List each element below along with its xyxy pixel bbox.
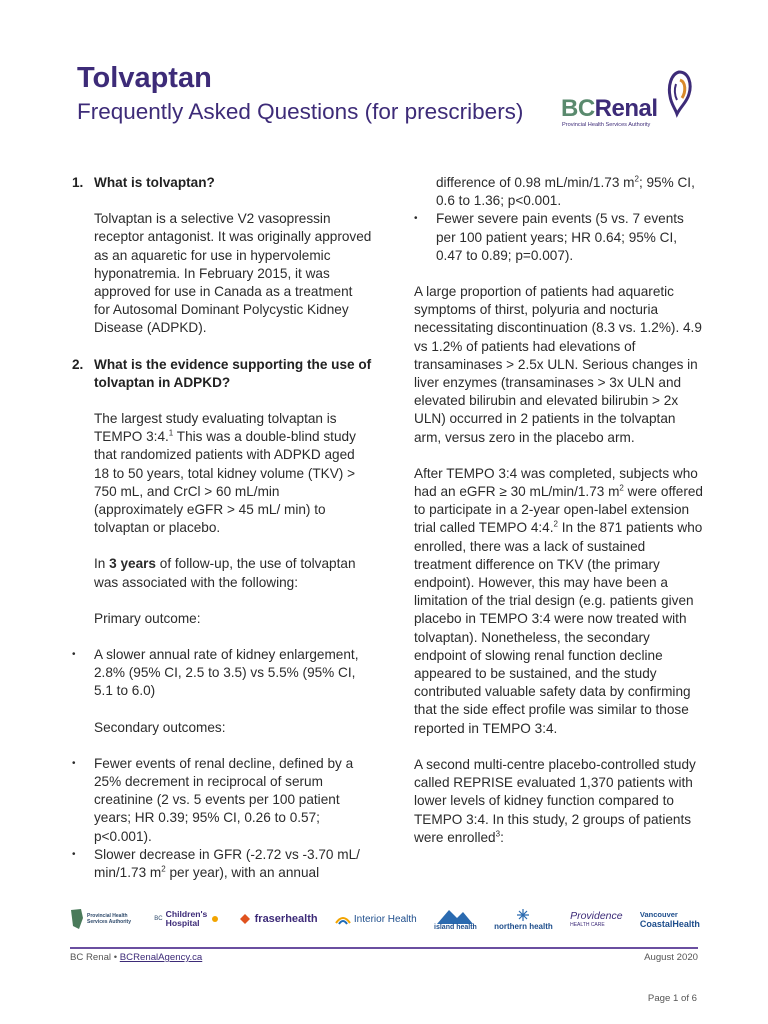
left-column: [72, 174, 372, 882]
safety-paragraph: A large proportion of patients had aquaretic symptoms of thirst, polyuria and nocturia necessitating discontinuation (8.3 vs. 1.2%). 4.9 vs 1.2% of patients had elevations of transaminases > 2.5x ULN. Serious changes in liver enzymes (transaminases > 3x ULN and elevated bilirubin and elevated bilirubin > 2x ULN) occurred in 2 patients in the tolvaptan arm, versus zero in the placebo arm.: [414, 284, 702, 445]
interior-health-logo: Interior Health: [335, 913, 417, 925]
bc-map-icon: [70, 908, 84, 930]
answer-2-paragraph-2: In 3 years of follow-up, the use of tolvaptan was associated with the following:: [94, 556, 356, 590]
phsa-logo: Provincial Health Services Authority: [70, 908, 137, 930]
primary-outcome-label: Primary outcome:: [94, 610, 201, 626]
interior-mark-icon: [335, 913, 351, 925]
footer-org: BC Renal: [70, 952, 112, 963]
providence-health-logo: Providence HEALTH CARE: [570, 910, 623, 928]
secondary-outcomes-list: [72, 755, 372, 882]
document-title: Tolvaptan: [77, 62, 212, 94]
list-item: difference of 0.98 mL/min/1.73 $m^2$; 95% CI, 0.6 to 1.36; p<0.001.: [436, 174, 695, 209]
list-item: • Slower decrease in GFR (-2.72 vs -3.70 mL/ min/1.73 $m^2$ per year), with an annual: [72, 846, 360, 881]
bc-renal-logo: [561, 68, 693, 132]
list-item: • Fewer severe pain events (5 vs. 7 events per 100 patient years; HR 0.64; 95% CI, 0.47 to 0.89; p=0.007).: [414, 211, 684, 263]
secondary-outcomes-label: Secondary outcomes:: [94, 719, 226, 735]
snowflake-icon: [516, 908, 530, 922]
question-2-number: 2.: [72, 356, 84, 372]
extension-trial-paragraph: After TEMPO 3:4 was completed, subjects who had an eGFR ≥ 30 mL/min/1.73 $m^2$ were offered to participate in a 2-year open-label extension trial called TEMPO 4:4.$^2$ In the 871 patients who enrolled, there was a lack of sustained treatment difference on TKV (the primary endpoint). However, this may have been a limitation of the trial design (e.g. patients given placebo in TEMPO 3:4 were now treated with tolvaptan). Nonetheless, the secondary endpoint of slowing renal function decline appeared to be sustained, and the study contributed valuable safety data by confirming that the side effect profile was similar to those reported in TEMPO 3:4.: [414, 465, 703, 736]
primary-outcome-list: [72, 646, 372, 701]
sun-icon: [210, 914, 220, 924]
partner-logos: [70, 896, 700, 942]
footer-divider: [70, 947, 698, 949]
vancouver-coastal-health-logo: Vancouver CoastalHealth: [639, 909, 700, 929]
question-1: [72, 174, 372, 192]
fraser-mark-icon: [238, 912, 252, 926]
mountain-icon: [437, 908, 473, 924]
document-subtitle: Frequently Asked Questions (for prescribers): [77, 99, 524, 124]
brand-subtext: Provincial Health Services Authority: [562, 122, 651, 128]
reprise-paragraph: A second multi-centre placebo-controlled study called REPRISE evaluated 1,370 patients with lower levels of kidney function compared to TEMPO 3:4. In this study, 2 groups of patients were enrolled$^3$:: [414, 756, 696, 845]
question-1-text: What is tolvaptan?: [94, 175, 215, 190]
island-health-logo: island health: [434, 908, 477, 931]
fraser-health-logo: fraserhealth: [238, 912, 318, 926]
right-column: [414, 174, 704, 847]
question-2-text: What is the evidence supporting the use of tolvaptan in ADPKD?: [94, 356, 372, 390]
answer-2-paragraph-1: The largest study evaluating tolvaptan is TEMPO 3:4.$^1$ This was a double-blind study that randomized patients with ADPKD aged 18 to 50 years, total kidney volume (TKV) > 750 mL, and CrCl > 60 mL/min (approximately eGFR > 45 mL/ min) to tolvaptan or placebo.: [94, 411, 356, 536]
northern-health-logo: northern health: [494, 908, 553, 931]
kidney-mark-icon: [665, 70, 693, 118]
question-2: [72, 356, 372, 392]
footer-website-link[interactable]: BCRenalAgency.ca: [119, 952, 203, 963]
bc-childrens-hospital-logo: BC Children's Hospital: [154, 910, 220, 928]
brand-bc-text: BC: [561, 95, 595, 122]
question-1-number: 1.: [72, 175, 84, 190]
brand-renal-text: Renal: [594, 95, 658, 122]
page-number: Page 1 of 6: [647, 993, 697, 1004]
list-item: • Fewer events of renal decline, defined by a 25% decrement in reciprocal of serum creatinine (2 vs. 5 events per 100 patient years; HR 0.39; 95% CI, 0.26 to 0.57; p<0.001).: [72, 755, 354, 844]
secondary-outcomes-list-continued: [414, 174, 704, 265]
footer-left: BC Renal • BCRenalAgency.ca: [70, 952, 203, 963]
footer-date: August 2020: [644, 952, 698, 963]
answer-1: Tolvaptan is a selective V2 vasopressin receptor antagonist. It was originally approved as an aquaretic for use in hypervolemic hyponatremia. In February 2015, it was approved for use in Canada as a treatment for Autosomal Dominant Polycystic Kidney Disease (ADPKD).: [94, 211, 372, 336]
list-item: • A slower annual rate of kidney enlargement, 2.8% (95% CI, 2.5 to 3.5) vs 5.5% (95% CI, 5.1 to 6.0): [72, 647, 359, 699]
